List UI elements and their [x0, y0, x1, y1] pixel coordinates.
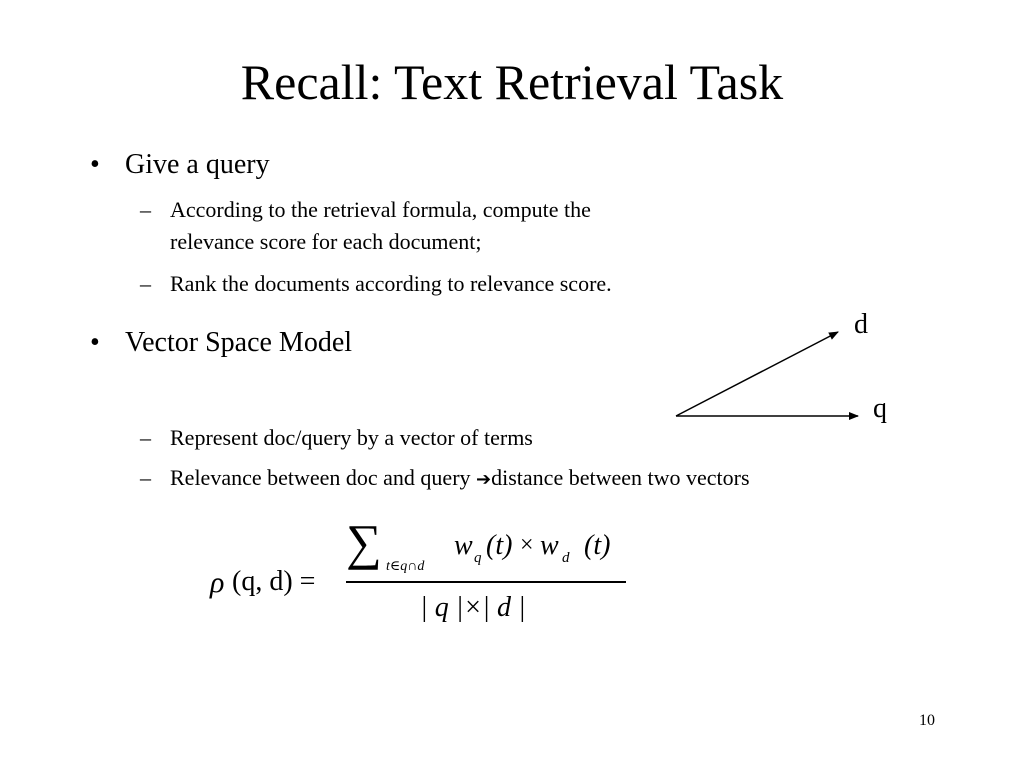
- bullet-2-text: Vector Space Model: [125, 327, 353, 358]
- bullet-1-text: Give a query: [125, 149, 270, 180]
- rho-symbol: ρ: [210, 566, 225, 599]
- slide-title: Recall: Text Retrieval Task: [240, 54, 784, 110]
- weight-w-doc: w: [540, 530, 559, 561]
- relevance-formula: [200, 514, 640, 630]
- right-arrow-icon: ➔: [476, 469, 492, 490]
- relevance-text: Relevance between doc and query: [170, 465, 477, 490]
- sub-bullet-1-1-line2: relevance score for each document;: [170, 229, 482, 254]
- dash-glyph: –: [140, 271, 151, 296]
- sub-bullet-1-1-line1: According to the retrieval formula, compute the: [170, 197, 591, 222]
- dash-glyph: –: [140, 425, 151, 450]
- bullet-dot: •: [90, 149, 100, 180]
- bullet-dot: •: [90, 327, 100, 358]
- page-number: 10: [919, 712, 935, 729]
- t-paren-1: (t): [486, 530, 513, 561]
- weight-sub-d: d: [562, 550, 570, 566]
- t-paren-2: (t): [584, 530, 611, 561]
- fraction-bar: [346, 581, 626, 583]
- sub-bullet-2-2-text: [170, 462, 750, 496]
- formula-lhs-args: (q, d) =: [232, 566, 316, 597]
- sum-symbol: ∑: [346, 514, 382, 570]
- weight-w-query: w: [454, 530, 473, 561]
- vector-d-label: d: [854, 309, 868, 340]
- formula-denominator: | q |×| d |: [420, 592, 526, 623]
- times-symbol: ×: [520, 532, 534, 558]
- vector-q-label: q: [873, 393, 887, 424]
- weight-sub-q: q: [474, 550, 482, 566]
- dash-glyph: –: [140, 197, 151, 222]
- sub-bullet-1-2-text: Rank the documents according to relevance score.: [170, 271, 612, 296]
- sub-bullet-2-1-text: Represent doc/query by a vector of terms: [170, 425, 533, 450]
- distance-text: distance between two vectors: [491, 465, 750, 490]
- vector-d-line: [676, 332, 838, 416]
- sum-subscript: t∈q∩d: [386, 559, 425, 574]
- dash-glyph: –: [140, 465, 151, 490]
